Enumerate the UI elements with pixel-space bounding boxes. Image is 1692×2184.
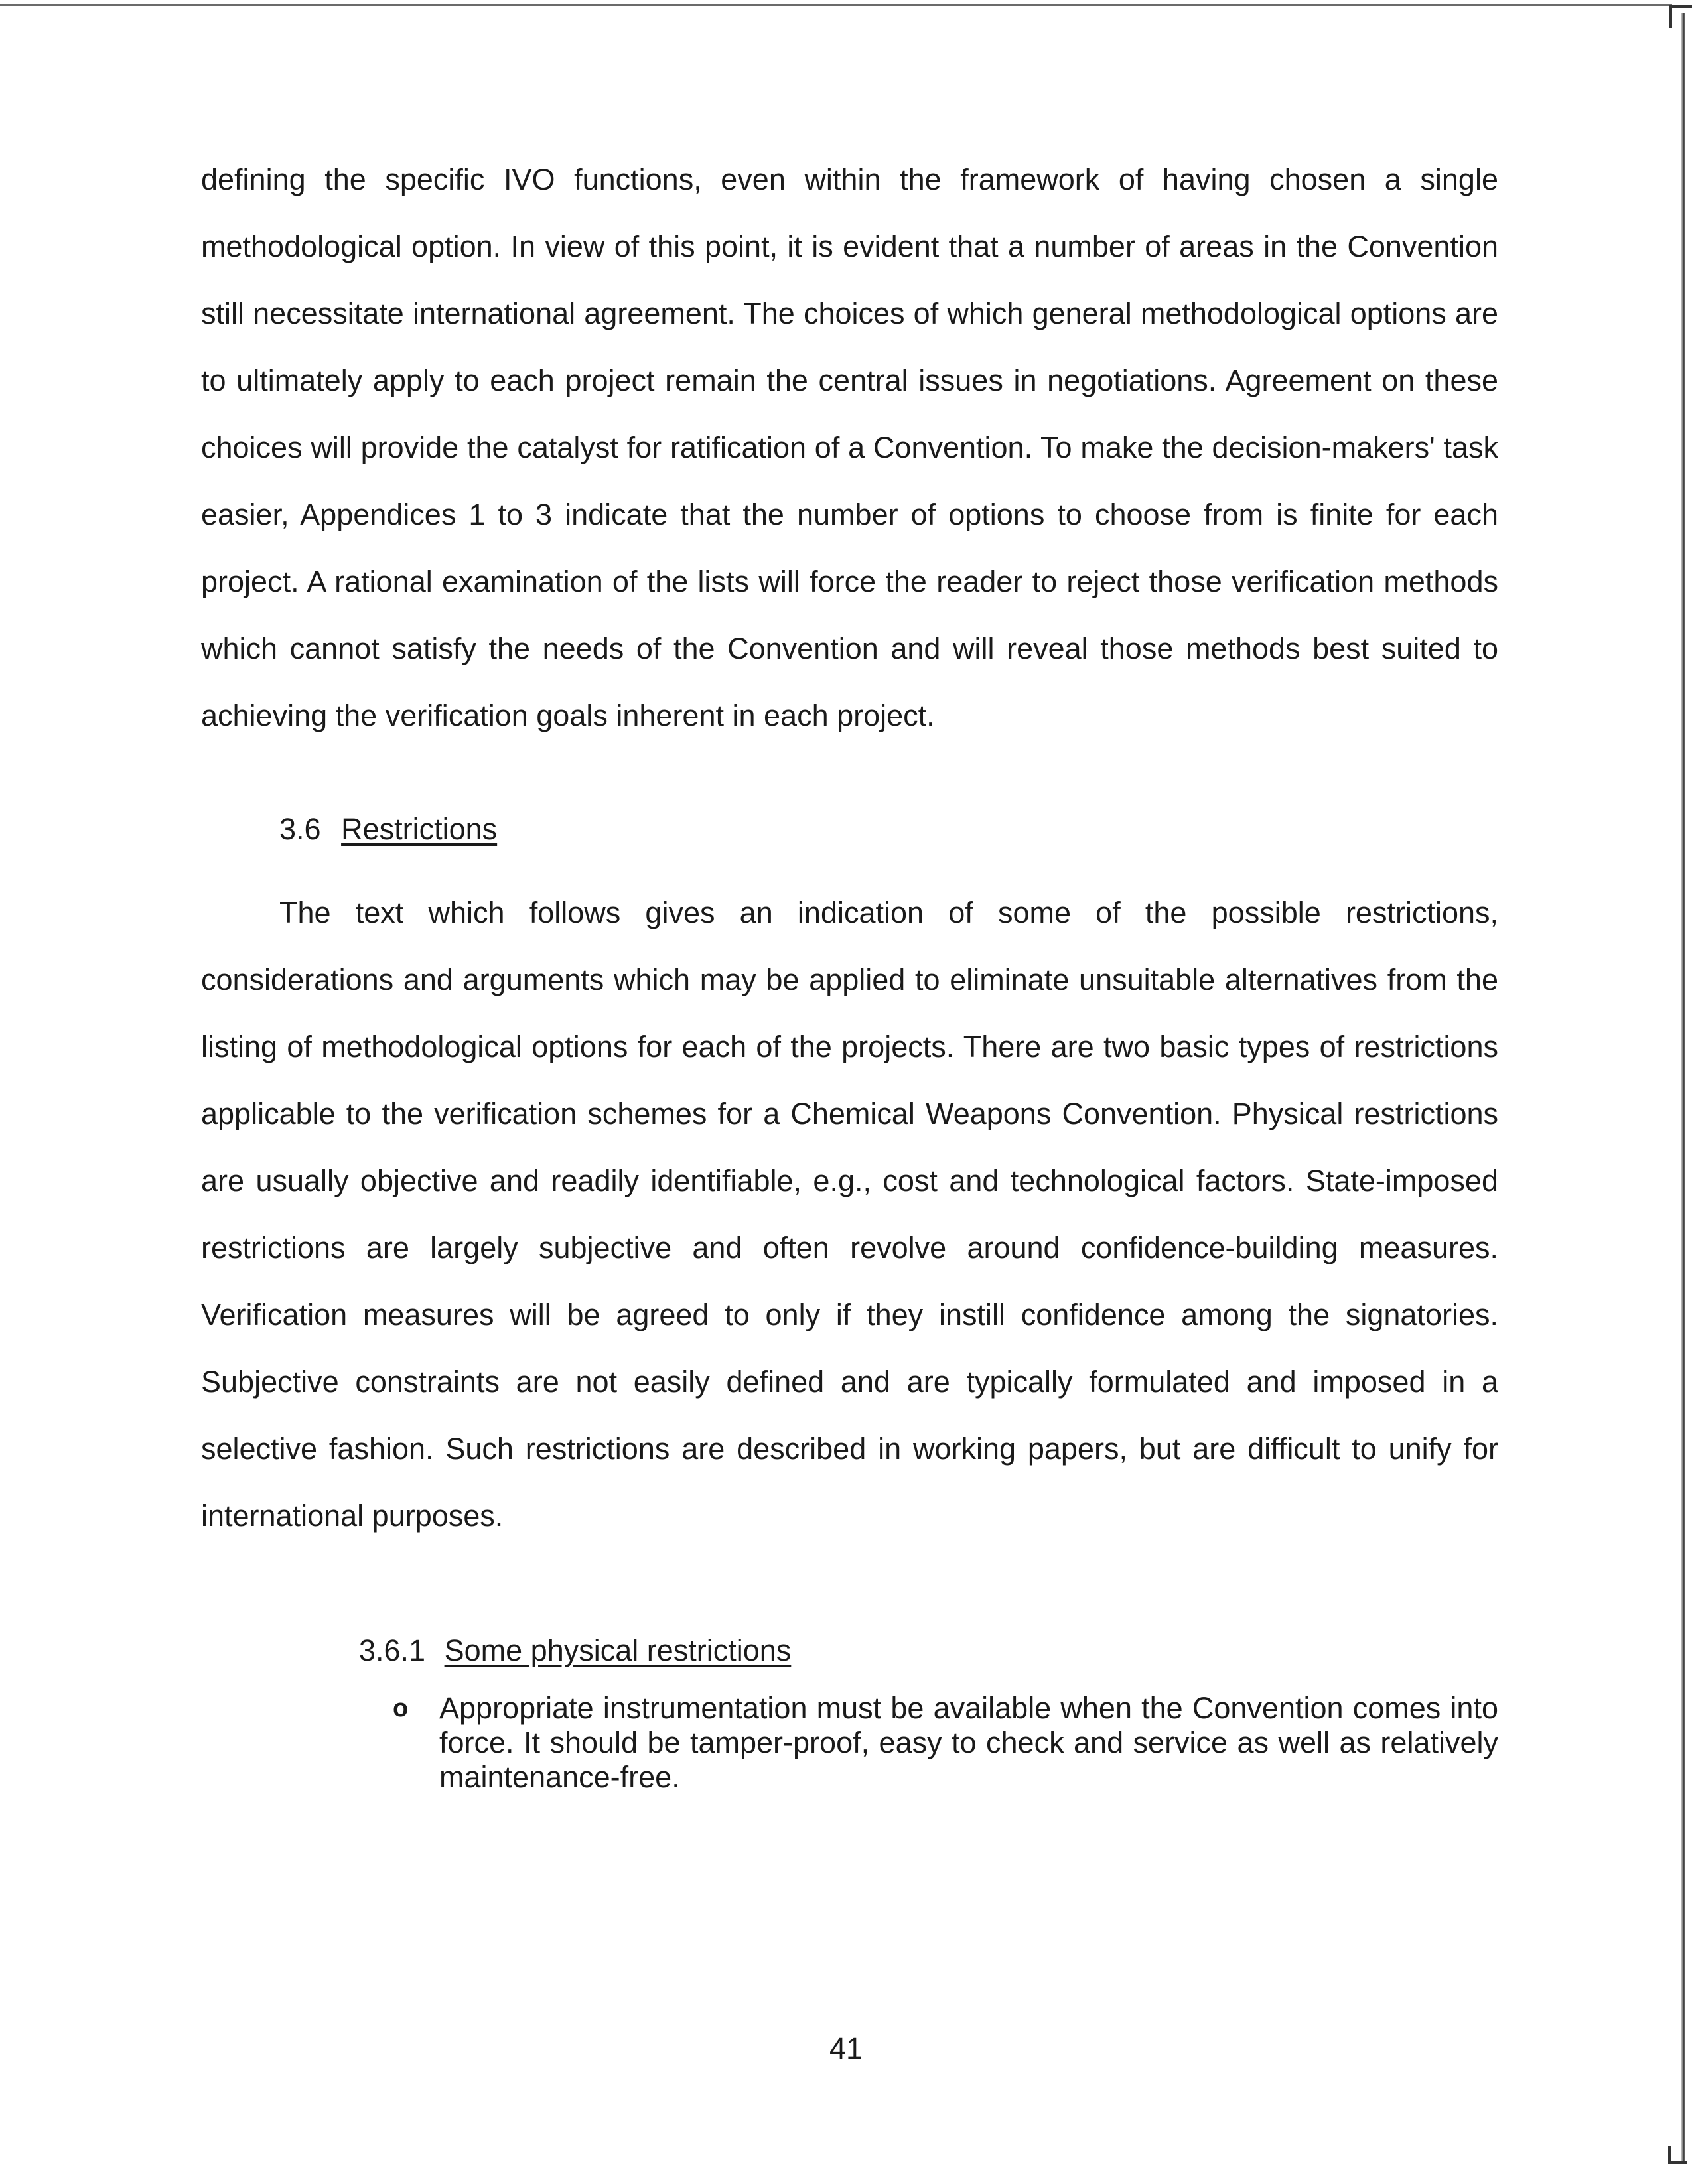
scan-bottom-corner-mark [1668,2146,1687,2164]
page-number: 41 [829,2031,863,2065]
subsection-heading [359,1627,1498,1674]
section-number: 3.6 [279,812,321,846]
scan-right-edge-shadow [1681,13,1685,2163]
section-paragraph: The text which follows gives an indication of some of the possible restrictions, considerations and arguments which may be applied to eliminate unsuitable alternatives from the listing of methodological options for each of the projects. There are two basic types of restrictions applicable to the verification schemes for a Chemical Weapons Convention. Physical restrictions are usually objective and readily identifiable, e.g., cost and technological factors. State-imposed restrictions are largely subjective and often revolve around confidence-building measures. Verification measures will be agreed to only if they instill confidence among the signatories. Subjective constraints are not easily defined and are typically formulated and imposed in a selective fashion. Such restrictions are described in working papers, but are difficult to unify for international purposes. [201,896,1498,1533]
subsection-title: Some physical restrictions [444,1633,792,1667]
bullet-marker: o [393,1694,409,1722]
subsection-number: 3.6.1 [359,1633,426,1667]
scan-top-edge-line [0,4,1672,6]
document-page-body [201,146,1498,1795]
section-heading [279,806,1498,853]
body-paragraph-continued: defining the specific IVO functions, even within the framework of having chosen a single methodological option. In view of this point, it is evident that a number of areas in the Convention still necessitate international agreement. The choices of which general methodological options are to ultimately apply to each project remain the central issues in negotiations. Agreement on these choices will provide the catalyst for ratification of a Convention. To make the decision-makers' task easier, Appendices 1 to 3 indicate that the number of options to choose from is finite for each project. A rational examination of the lists will force the reader to reject those verification methods which cannot satisfy the needs of the Convention and will reveal those methods best suited to achieving the verification goals inherent in each project. [201,163,1498,732]
section-title: Restrictions [341,812,498,846]
bullet-list [201,1691,1498,1795]
scan-corner-mark [1669,5,1692,28]
list-item [201,1691,1498,1795]
bullet-text: Appropriate instrumentation must be available when the Convention comes into force. It should be tamper-proof, easy to check and service as well as relatively maintenance-free. [439,1691,1498,1794]
